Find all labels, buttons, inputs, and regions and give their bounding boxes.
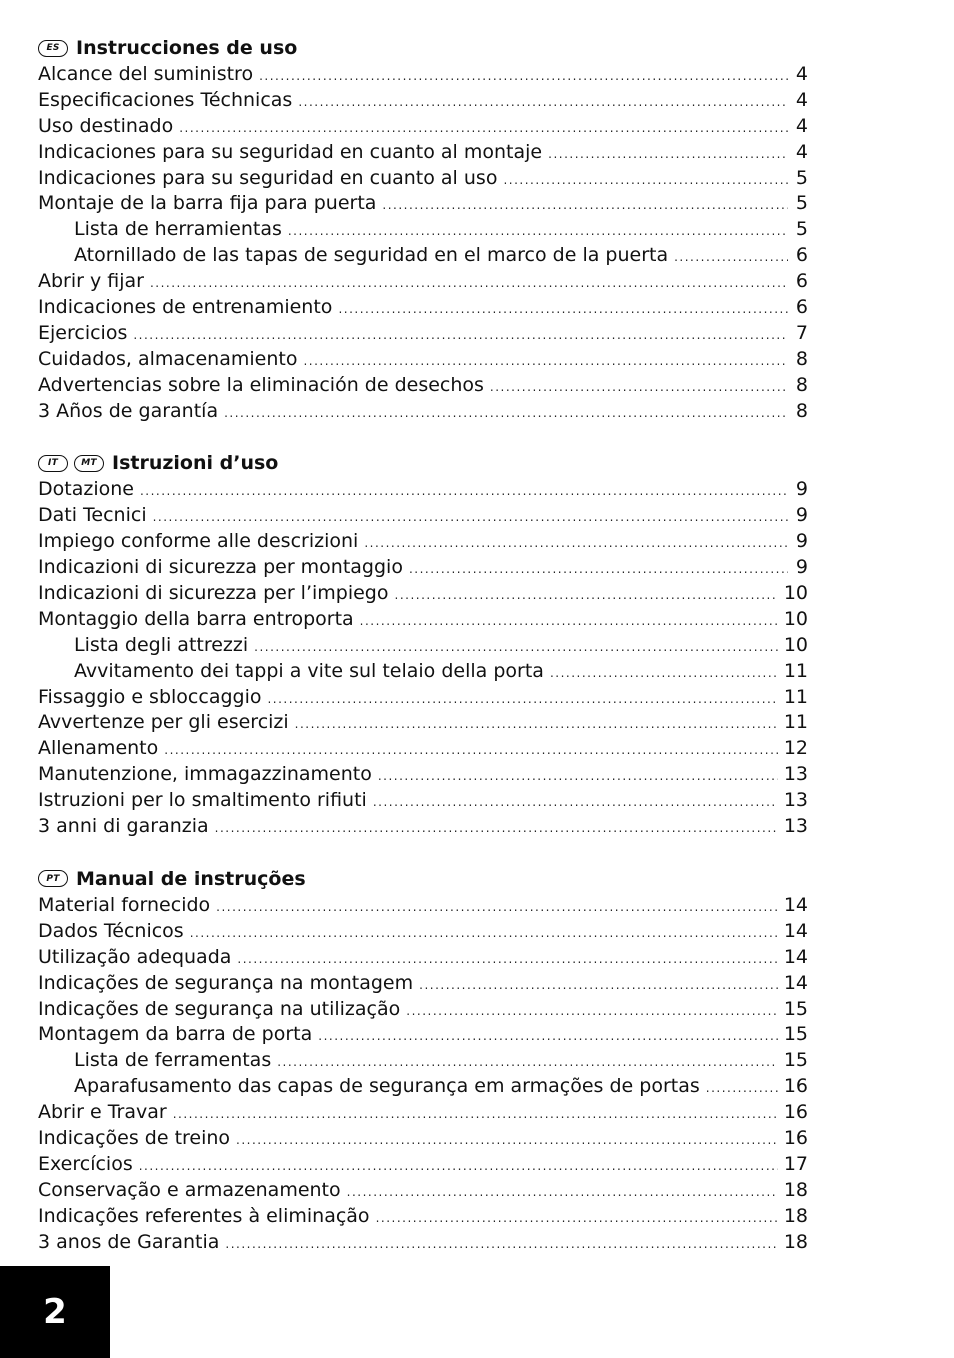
- language-badge-icon: PT: [38, 870, 68, 887]
- dot-leader: [503, 168, 788, 194]
- dot-leader: [267, 687, 777, 713]
- toc-entry-title: Alcance del suministro: [38, 63, 254, 85]
- toc-entry-title: Dotazione: [38, 478, 134, 501]
- dot-leader: [364, 531, 788, 557]
- section-title: Instrucciones de uso: [76, 37, 298, 59]
- section-title: Manual de instruções: [76, 867, 306, 890]
- toc-entry[interactable]: [38, 971, 808, 997]
- toc-entry-title: Ejercicios: [38, 321, 128, 344]
- dot-leader: [376, 1206, 778, 1232]
- toc-entry-title: Indicações de treino: [38, 1126, 231, 1149]
- toc-entry[interactable]: [38, 788, 808, 814]
- toc-entry[interactable]: [38, 243, 808, 269]
- toc-entry-title: Manutenzione, immagazzinamento: [38, 763, 372, 786]
- toc-entry-page: 18: [783, 1204, 808, 1227]
- toc-entry[interactable]: [38, 1152, 808, 1178]
- toc-entry-page: 7: [795, 321, 808, 344]
- toc-entry-title: Indicazioni di sicurezza per l’impiego: [38, 582, 389, 605]
- dot-leader: [237, 947, 777, 973]
- dot-leader: [133, 323, 788, 349]
- dot-leader: [295, 712, 778, 738]
- dot-leader: [225, 1232, 777, 1258]
- toc-entry[interactable]: [38, 659, 808, 685]
- dot-leader: [298, 90, 788, 116]
- toc-entry[interactable]: [38, 1178, 808, 1204]
- toc-entry[interactable]: [38, 581, 808, 607]
- toc-entry-page: 8: [795, 347, 808, 370]
- toc-entry-title: Avvitamento dei tappi a vite sul telaio della porta: [74, 659, 544, 682]
- toc-section: [38, 449, 808, 839]
- dot-leader: [409, 557, 788, 583]
- toc-entry-title: Dados Técnicos: [38, 919, 184, 942]
- toc-entry[interactable]: [38, 736, 808, 762]
- toc-entry-page: 4: [795, 140, 808, 163]
- toc-entry-title: Aparafusamento das capas de segurança em armações de portas: [74, 1075, 700, 1098]
- toc-entry[interactable]: [38, 140, 808, 166]
- toc-entry-page: 15: [783, 1049, 808, 1072]
- toc-entry-page: 15: [783, 997, 808, 1020]
- toc-entry[interactable]: [38, 945, 808, 971]
- dot-leader: [382, 193, 788, 219]
- toc-entry-page: 5: [795, 218, 808, 241]
- toc-entry[interactable]: [38, 1230, 808, 1256]
- toc-entry-page: 4: [795, 63, 808, 85]
- toc-entry-title: Indicações de segurança na utilização: [38, 997, 401, 1020]
- toc-entry-page: 14: [783, 919, 808, 942]
- dot-leader: [164, 738, 778, 764]
- toc-entry-title: Fissaggio e sbloccaggio: [38, 685, 262, 708]
- toc-entry[interactable]: [38, 529, 808, 555]
- dot-leader: [419, 973, 778, 999]
- toc-entry[interactable]: [38, 347, 808, 373]
- dot-leader: [190, 921, 778, 947]
- toc-entry-title: Indicaciones de entrenamiento: [38, 296, 333, 319]
- toc-entry-title: Avvertenze per gli esercizi: [38, 711, 289, 734]
- toc-entry-title: Abrir e Travar: [38, 1101, 167, 1124]
- toc-entry-page: 9: [795, 556, 808, 579]
- toc-entry[interactable]: [38, 1126, 808, 1152]
- toc-entry-title: Advertencias sobre la eliminación de desechos: [38, 373, 484, 396]
- toc-entry-page: 6: [795, 296, 808, 319]
- toc-entry[interactable]: [38, 997, 808, 1023]
- section-heading: [38, 865, 808, 893]
- toc-entry-page: 6: [795, 244, 808, 267]
- toc-entry-page: 9: [795, 478, 808, 501]
- toc-entry-page: 10: [783, 582, 808, 605]
- toc-entry[interactable]: [38, 191, 808, 217]
- toc-entry-page: 9: [795, 504, 808, 527]
- toc-entry-page: 13: [783, 763, 808, 786]
- dot-leader: [150, 271, 788, 297]
- toc-entry[interactable]: [38, 62, 808, 88]
- dot-leader: [395, 583, 778, 609]
- toc-entry-title: Lista degli attrezzi: [74, 633, 249, 656]
- toc-entry[interactable]: [38, 1204, 808, 1230]
- toc-entry-page: 16: [783, 1101, 808, 1124]
- dot-leader: [706, 1076, 778, 1102]
- toc-entry-title: Cuidados, almacenamiento: [38, 347, 298, 370]
- dot-leader: [548, 142, 788, 168]
- toc-entry-page: 11: [783, 659, 808, 682]
- toc-entry-page: 16: [783, 1075, 808, 1098]
- section-heading: [38, 34, 808, 62]
- dot-leader: [347, 1180, 778, 1206]
- dot-leader: [236, 1128, 778, 1154]
- dot-leader: [490, 375, 788, 401]
- toc-entry-page: 8: [795, 373, 808, 396]
- toc-entry-title: Allenamento: [38, 737, 159, 760]
- toc-entry-title: Indicazioni di sicurezza per montaggio: [38, 556, 403, 579]
- toc-entry[interactable]: [38, 295, 808, 321]
- language-badge-icon: IT: [38, 455, 68, 472]
- toc-entry-title: Montagem da barra de porta: [38, 1023, 313, 1046]
- toc-entry-title: Dati Tecnici: [38, 504, 147, 527]
- dot-leader: [406, 999, 778, 1025]
- dot-leader: [173, 1102, 778, 1128]
- toc-entry[interactable]: [38, 555, 808, 581]
- toc-entry[interactable]: [38, 710, 808, 736]
- dot-leader: [254, 635, 778, 661]
- toc-entry-page: 5: [795, 192, 808, 215]
- toc-entry-title: Uso destinado: [38, 114, 174, 137]
- dot-leader: [288, 219, 788, 245]
- toc-entry-page: 13: [783, 789, 808, 812]
- dot-leader: [318, 1024, 778, 1050]
- language-badge-icon: MT: [74, 455, 104, 472]
- toc-entry-page: 17: [783, 1152, 808, 1175]
- toc-entry[interactable]: [38, 1022, 808, 1048]
- toc-entry-title: Conservação e armazenamento: [38, 1178, 341, 1201]
- dot-leader: [303, 349, 788, 375]
- toc-entry-title: Material fornecido: [38, 893, 211, 916]
- dot-leader: [338, 297, 788, 323]
- dot-leader: [215, 816, 778, 842]
- toc-entry-title: Montaggio della barra entroporta: [38, 607, 354, 630]
- dot-leader: [277, 1050, 778, 1076]
- toc-entry-page: 10: [783, 633, 808, 656]
- toc-entry[interactable]: [38, 503, 808, 529]
- table-of-contents: [38, 34, 808, 1280]
- toc-entry-page: 14: [783, 945, 808, 968]
- section-heading: [38, 449, 808, 477]
- dot-leader: [378, 764, 778, 790]
- toc-entry[interactable]: [38, 1100, 808, 1126]
- toc-entry[interactable]: [38, 217, 808, 243]
- toc-entry[interactable]: [38, 321, 808, 347]
- dot-leader: [140, 479, 788, 505]
- dot-leader: [224, 401, 788, 427]
- toc-entry[interactable]: [38, 166, 808, 192]
- toc-entry-title: 3 Años de garantía: [38, 399, 219, 422]
- toc-entry-title: 3 anos de Garantia: [38, 1230, 220, 1253]
- dot-leader: [550, 661, 778, 687]
- toc-entry-page: 8: [795, 399, 808, 422]
- toc-entry-title: Indicações de segurança na montagem: [38, 971, 414, 994]
- toc-entry-page: 11: [783, 685, 808, 708]
- toc-entry[interactable]: [38, 633, 808, 659]
- toc-entry[interactable]: [38, 762, 808, 788]
- dot-leader: [360, 609, 778, 635]
- toc-entry-title: Atornillado de las tapas de seguridad en el marco de la puerta: [74, 244, 669, 267]
- toc-entry-page: 9: [795, 530, 808, 553]
- page-number: 2: [0, 1266, 110, 1358]
- toc-entry-title: Abrir y fijar: [38, 270, 144, 293]
- toc-entry-page: 11: [783, 711, 808, 734]
- toc-entry-title: Lista de herramientas: [74, 218, 282, 241]
- toc-entry-page: 4: [795, 88, 808, 111]
- toc-entry-title: 3 anni di garanzia: [38, 815, 209, 838]
- toc-entry-page: 16: [783, 1126, 808, 1149]
- toc-entry-page: 10: [783, 607, 808, 630]
- toc-entry-title: Indicaciones para su seguridad en cuanto al montaje: [38, 140, 543, 163]
- toc-entry-page: 18: [783, 1230, 808, 1253]
- toc-entry[interactable]: [38, 685, 808, 711]
- toc-entry[interactable]: [38, 114, 808, 140]
- toc-section: [38, 865, 808, 1255]
- toc-entry-title: Lista de ferramentas: [74, 1049, 272, 1072]
- toc-entry[interactable]: [38, 919, 808, 945]
- toc-entry-page: 13: [783, 815, 808, 838]
- toc-entry-page: 14: [783, 971, 808, 994]
- toc-entry-page: 12: [783, 737, 808, 760]
- toc-entry[interactable]: [38, 893, 808, 919]
- toc-entry-title: Impiego conforme alle descrizioni: [38, 530, 359, 553]
- toc-entry-page: 5: [795, 166, 808, 189]
- toc-entry[interactable]: [38, 373, 808, 399]
- dot-leader: [674, 245, 788, 271]
- toc-entry-page: 18: [783, 1178, 808, 1201]
- section-title: Istruzioni d’uso: [112, 452, 279, 475]
- dot-leader: [259, 64, 788, 90]
- toc-entry-title: Indicações referentes à eliminação: [38, 1204, 370, 1227]
- language-badge-icon: ES: [38, 40, 68, 57]
- toc-entry-title: Istruzioni per lo smaltimento rifiuti: [38, 789, 367, 812]
- toc-entry-title: Especificaciones Téchnicas: [38, 88, 293, 111]
- dot-leader: [216, 895, 778, 921]
- toc-entry[interactable]: [38, 1074, 808, 1100]
- toc-entry-title: Montaje de la barra fija para puerta: [38, 192, 377, 215]
- toc-entry[interactable]: [38, 88, 808, 114]
- toc-entry[interactable]: [38, 607, 808, 633]
- toc-section: [38, 34, 808, 424]
- toc-entry[interactable]: [38, 269, 808, 295]
- dot-leader: [139, 1154, 778, 1180]
- toc-entry-page: 14: [783, 893, 808, 916]
- toc-entry[interactable]: [38, 477, 808, 503]
- toc-entry-page: 15: [783, 1023, 808, 1046]
- toc-entry[interactable]: [38, 814, 808, 840]
- dot-leader: [179, 116, 788, 142]
- toc-entry-page: 6: [795, 270, 808, 293]
- toc-entry-title: Indicaciones para su seguridad en cuanto al uso: [38, 166, 498, 189]
- toc-entry[interactable]: [38, 399, 808, 425]
- dot-leader: [153, 505, 788, 531]
- toc-entry[interactable]: [38, 1048, 808, 1074]
- toc-entry-page: 4: [795, 114, 808, 137]
- dot-leader: [373, 790, 778, 816]
- toc-entry-title: Utilização adequada: [38, 945, 232, 968]
- toc-entry-title: Exercícios: [38, 1152, 133, 1175]
